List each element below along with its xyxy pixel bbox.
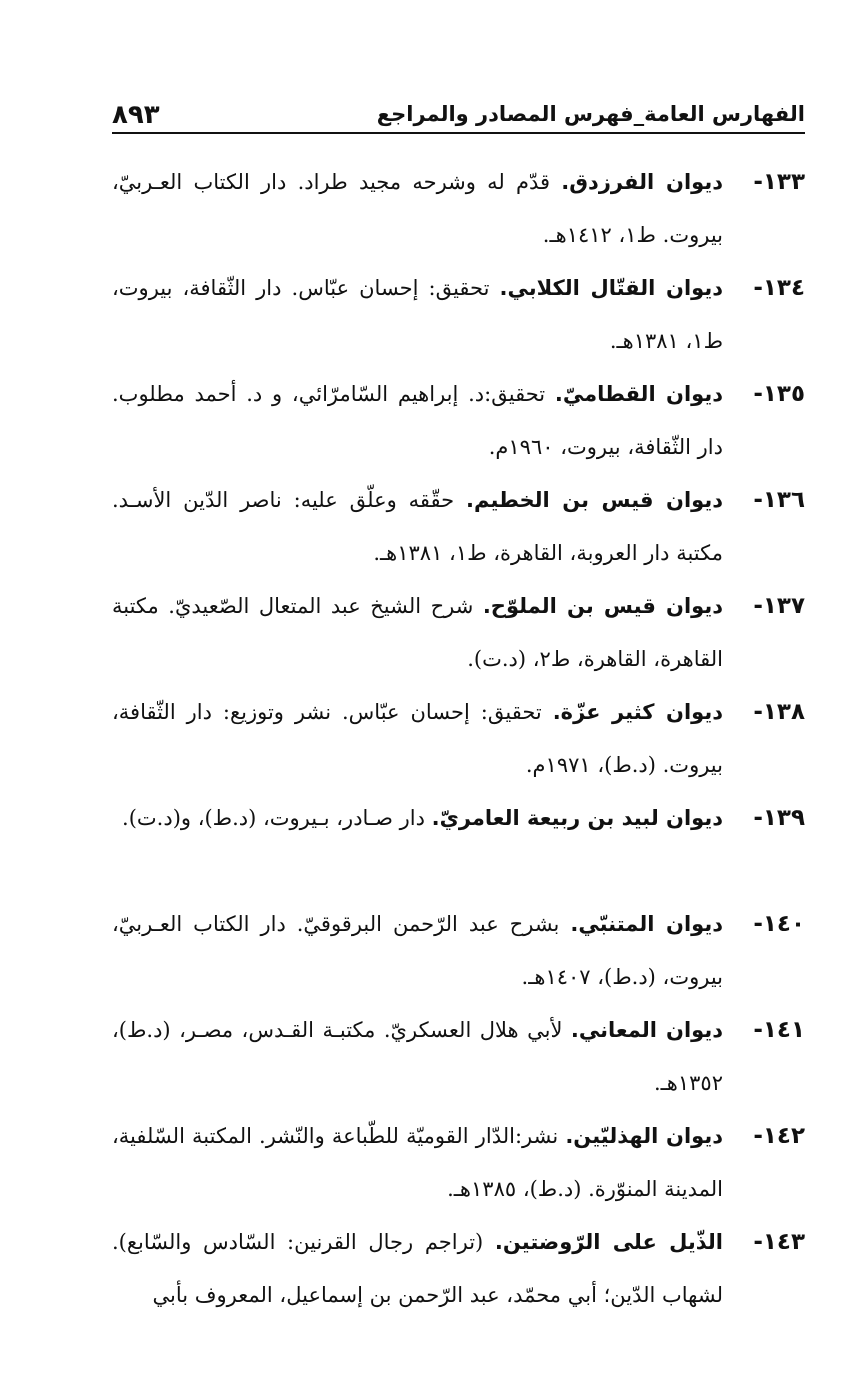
entry-text: قدّم له وشرحه مجيد طراد. دار الكتاب العـربيّ، بيروت. ط١، ١٤١٢هـ. bbox=[112, 170, 723, 247]
page-number: ٨٩٣ bbox=[112, 100, 160, 130]
bibliography-entry bbox=[112, 792, 805, 898]
bibliography-entry bbox=[112, 1110, 805, 1216]
entry-title: ديوان المتنبّي. bbox=[570, 912, 723, 936]
bibliography-entry bbox=[112, 368, 805, 474]
bibliography-list bbox=[112, 156, 805, 1322]
entry-number: ١٣٩- bbox=[753, 805, 805, 831]
bibliography-entry bbox=[112, 1216, 805, 1322]
entry-title: ديوان الفرزدق. bbox=[561, 170, 723, 194]
bibliography-entry bbox=[112, 580, 805, 686]
entry-body bbox=[112, 1004, 723, 1110]
entry-title: ديوان كثير عزّة. bbox=[552, 700, 724, 724]
bibliography-entry bbox=[112, 686, 805, 792]
bibliography-entry bbox=[112, 262, 805, 368]
entry-body bbox=[112, 898, 723, 1004]
entry-text: تحقيق: إحسان عبّاس. نشر وتوزيع: دار الثّقافة، بيروت. (د.ط)، ١٩٧١م. bbox=[112, 700, 723, 777]
bibliography-entry bbox=[112, 898, 805, 1004]
entry-text: تحقيق: إحسان عبّاس. دار الثّقافة، بيروت، ط١، ١٣٨١هـ. bbox=[112, 276, 723, 353]
entry-number: ١٣٣- bbox=[753, 169, 805, 195]
entry-title: ديوان القطاميّ. bbox=[554, 382, 723, 406]
entry-title: ديوان لبيد بن ربيعة العامريّ. bbox=[431, 806, 723, 830]
entry-number: ١٣٦- bbox=[753, 487, 805, 513]
entry-number: ١٤٣- bbox=[753, 1229, 805, 1255]
bibliography-entry bbox=[112, 474, 805, 580]
entry-text: شرح الشيخ عبد المتعال الصّعيديّ. مكتبة القاهرة، القاهرة، ط٢، (د.ت). bbox=[112, 594, 723, 671]
entry-body bbox=[112, 580, 723, 686]
entry-title: ديوان القتّال الكلابي. bbox=[499, 276, 723, 300]
entry-number: ١٣٧- bbox=[753, 593, 805, 619]
entry-title: ديوان قيس بن الخطيم. bbox=[466, 488, 723, 512]
entry-text: تحقيق:د. إبراهيم السّامرّائي، و د. أحمد مطلوب. دار الثّقافة، بيروت، ١٩٦٠م. bbox=[112, 382, 723, 459]
entry-body bbox=[112, 1110, 723, 1216]
entry-body bbox=[112, 686, 723, 792]
bibliography-entry bbox=[112, 156, 805, 262]
entry-title: الذّيل على الرّوضتين. bbox=[494, 1230, 723, 1254]
entry-text: لأبي هلال العسكريّ. مكتبـة القـدس، مصـر، (د.ط)، ١٣٥٢هـ. bbox=[112, 1018, 723, 1095]
entry-title: ديوان الهذليّين. bbox=[565, 1124, 723, 1148]
header-title: الفهارس العامة_فهرس المصادر والمراجع bbox=[376, 102, 805, 126]
entry-text: نشر:الدّار القوميّة للطّباعة والنّشر. المكتبة السّلفية، المدينة المنوّرة. (د.ط)، ١٣٨٥هـ. bbox=[112, 1124, 723, 1201]
entry-number: ١٣٥- bbox=[753, 381, 805, 407]
entry-number: ١٣٨- bbox=[753, 699, 805, 725]
entry-title: ديوان المعاني. bbox=[570, 1018, 723, 1042]
running-header bbox=[112, 88, 805, 134]
entry-body bbox=[112, 1216, 723, 1322]
entry-text: (تراجم رجال القرنين: السّادس والسّابع). لشهاب الدّين؛ أبي محمّد، عبد الرّحمن بن إسماعيل، المعروف بأبي bbox=[112, 1230, 723, 1307]
entry-body bbox=[112, 792, 723, 898]
entry-body bbox=[112, 156, 723, 262]
entry-text: بشرح عبد الرّحمن البرقوقيّ. دار الكتاب العـربيّ، بيروت، (د.ط)، ١٤٠٧هـ. bbox=[112, 912, 723, 989]
entry-title: ديوان قيس بن الملوّح. bbox=[482, 594, 723, 618]
entry-body bbox=[112, 368, 723, 474]
entry-number: ١٤٢- bbox=[753, 1123, 805, 1149]
entry-text: دار صـادر، بـيروت، (د.ط)، و(د.ت). bbox=[122, 806, 432, 830]
entry-body bbox=[112, 474, 723, 580]
entry-text: حقّقه وعلّق عليه: ناصر الدّين الأسـد. مكتبة دار العروبة، القاهرة، ط١، ١٣٨١هـ. bbox=[112, 488, 723, 565]
entry-number: ١٤٠- bbox=[753, 911, 805, 937]
entry-number: ١٣٤- bbox=[753, 275, 805, 301]
bibliography-entry bbox=[112, 1004, 805, 1110]
entry-number: ١٤١- bbox=[753, 1017, 805, 1043]
entry-body bbox=[112, 262, 723, 368]
